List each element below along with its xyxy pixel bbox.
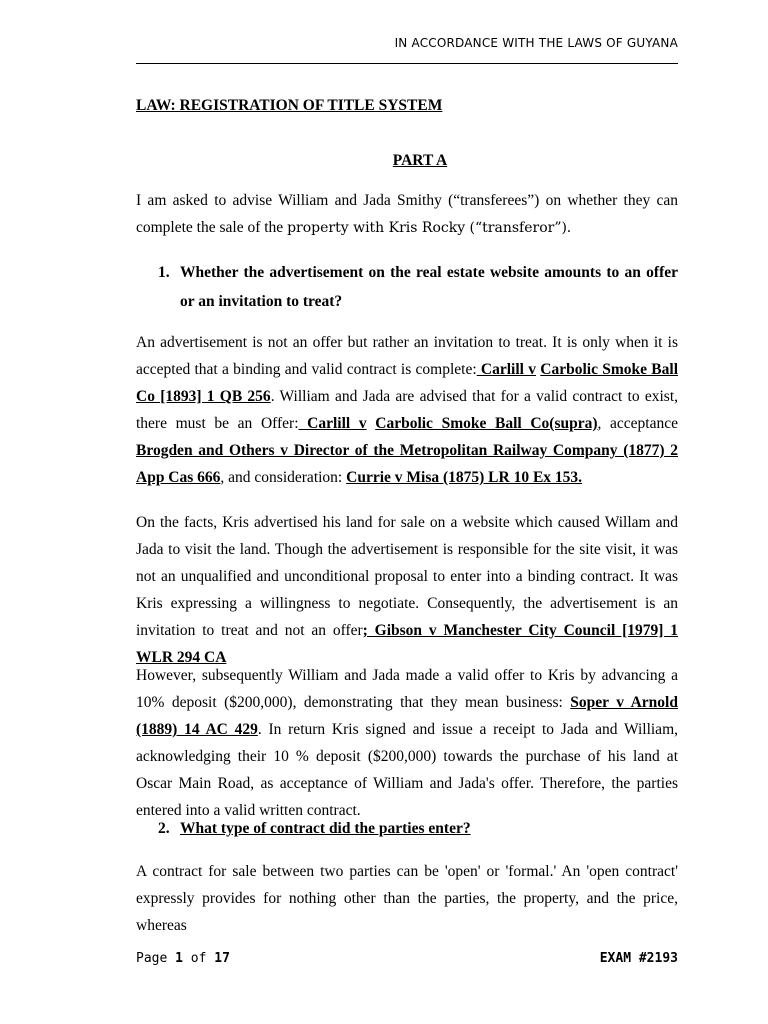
part-heading: PART A (392, 152, 448, 169)
paragraph-text: However, subsequently William and Jada made a valid offer to Kris by advancing a 10% deposit ($200,000), demonstrating that they mean business: (136, 667, 678, 711)
case-citation: Carbolic Smoke Ball Co(supra) (375, 415, 598, 432)
paragraph-text: , and consideration: (220, 469, 347, 486)
case-citation: Carlill v (298, 415, 367, 432)
paragraph-valid-offer (136, 662, 678, 824)
case-citation: ; Gibson v Manchester City Council [1979] 1 WLR 294 CA (136, 622, 678, 666)
paragraph-text: , acceptance (597, 415, 678, 432)
paragraph-facts (136, 509, 678, 671)
case-citation: Soper v Arnold (1889) 14 AC 429 (136, 694, 678, 738)
of-label: of (182, 951, 215, 966)
intro-parties: property with Kris Rocky (“transferor”) (287, 220, 567, 236)
paragraph-text: An advertisement is not an offer but rather an invitation to treat. It is only when it is accepted that a binding and valid contract is complete: (136, 334, 678, 378)
case-citation: Brogden and Others v Director of the Metropolitan Railway Company (1877) 2 App Cas 666 (136, 442, 678, 486)
question-text: Whether the advertisement on the real estate website amounts to an offer or an invitation to treat? (180, 264, 678, 310)
question-2 (158, 814, 678, 843)
page-number: 1 (175, 951, 183, 966)
exam-number: EXAM #2193 (599, 951, 678, 966)
case-citation: Carbolic Smoke Ball Co [1893] 1 QB 256 (136, 361, 679, 405)
question-1 (158, 258, 678, 316)
intro-paragraph (136, 187, 678, 242)
question-text: What type of contract did the parties enter? (180, 820, 471, 837)
paragraph-text: A contract for sale between two parties can be 'open' or 'formal.' An 'open contract' expressly provides for nothing other than the parties, the property, and the price, whereas (136, 863, 678, 934)
case-citation: Carlill v (476, 361, 536, 378)
intro-end: . (566, 219, 571, 236)
document-title: LAW: REGISTRATION OF TITLE SYSTEM (136, 97, 443, 114)
page-label: Page (136, 951, 176, 966)
question-number: 1. (158, 264, 170, 281)
header-rule (136, 63, 678, 64)
case-citation: Currie v Misa (1875) LR 10 Ex 153. (346, 469, 583, 486)
paragraph-text: . William and Jada are advised that for a valid contract to exist, there must be an Offer: (136, 388, 678, 432)
question-number: 2. (158, 820, 170, 837)
page-total: 17 (214, 951, 230, 966)
paragraph-contract-type (136, 858, 678, 939)
paragraph-text: On the facts, Kris advertised his land for sale on a website which caused Willam and Jada to visit the land. Though the advertisement is responsible for the site visit, it was not an unqualified and unconditional proposal to enter into a binding contract. It was Kris expressing a willingness to negotiate. Consequently, the advertisement is an invitation to treat and not an offer (136, 514, 678, 639)
intro-text: I am asked to advise William and Jada Smithy (“transferees”) on whether they can complete the sale of the (136, 192, 678, 236)
paragraph-offer (136, 329, 678, 491)
paragraph-text: . In return Kris signed and issue a receipt to Jada and William, acknowledging their 10 % deposit ($200,000) towards the purchase of his land at Oscar Main Road, as acceptance of William and Jada's offer. Therefore, the parties entered into a valid written contract. (136, 721, 678, 819)
running-header: IN ACCORDANCE WITH THE LAWS OF GUYANA (394, 36, 678, 50)
page-counter (136, 951, 230, 966)
